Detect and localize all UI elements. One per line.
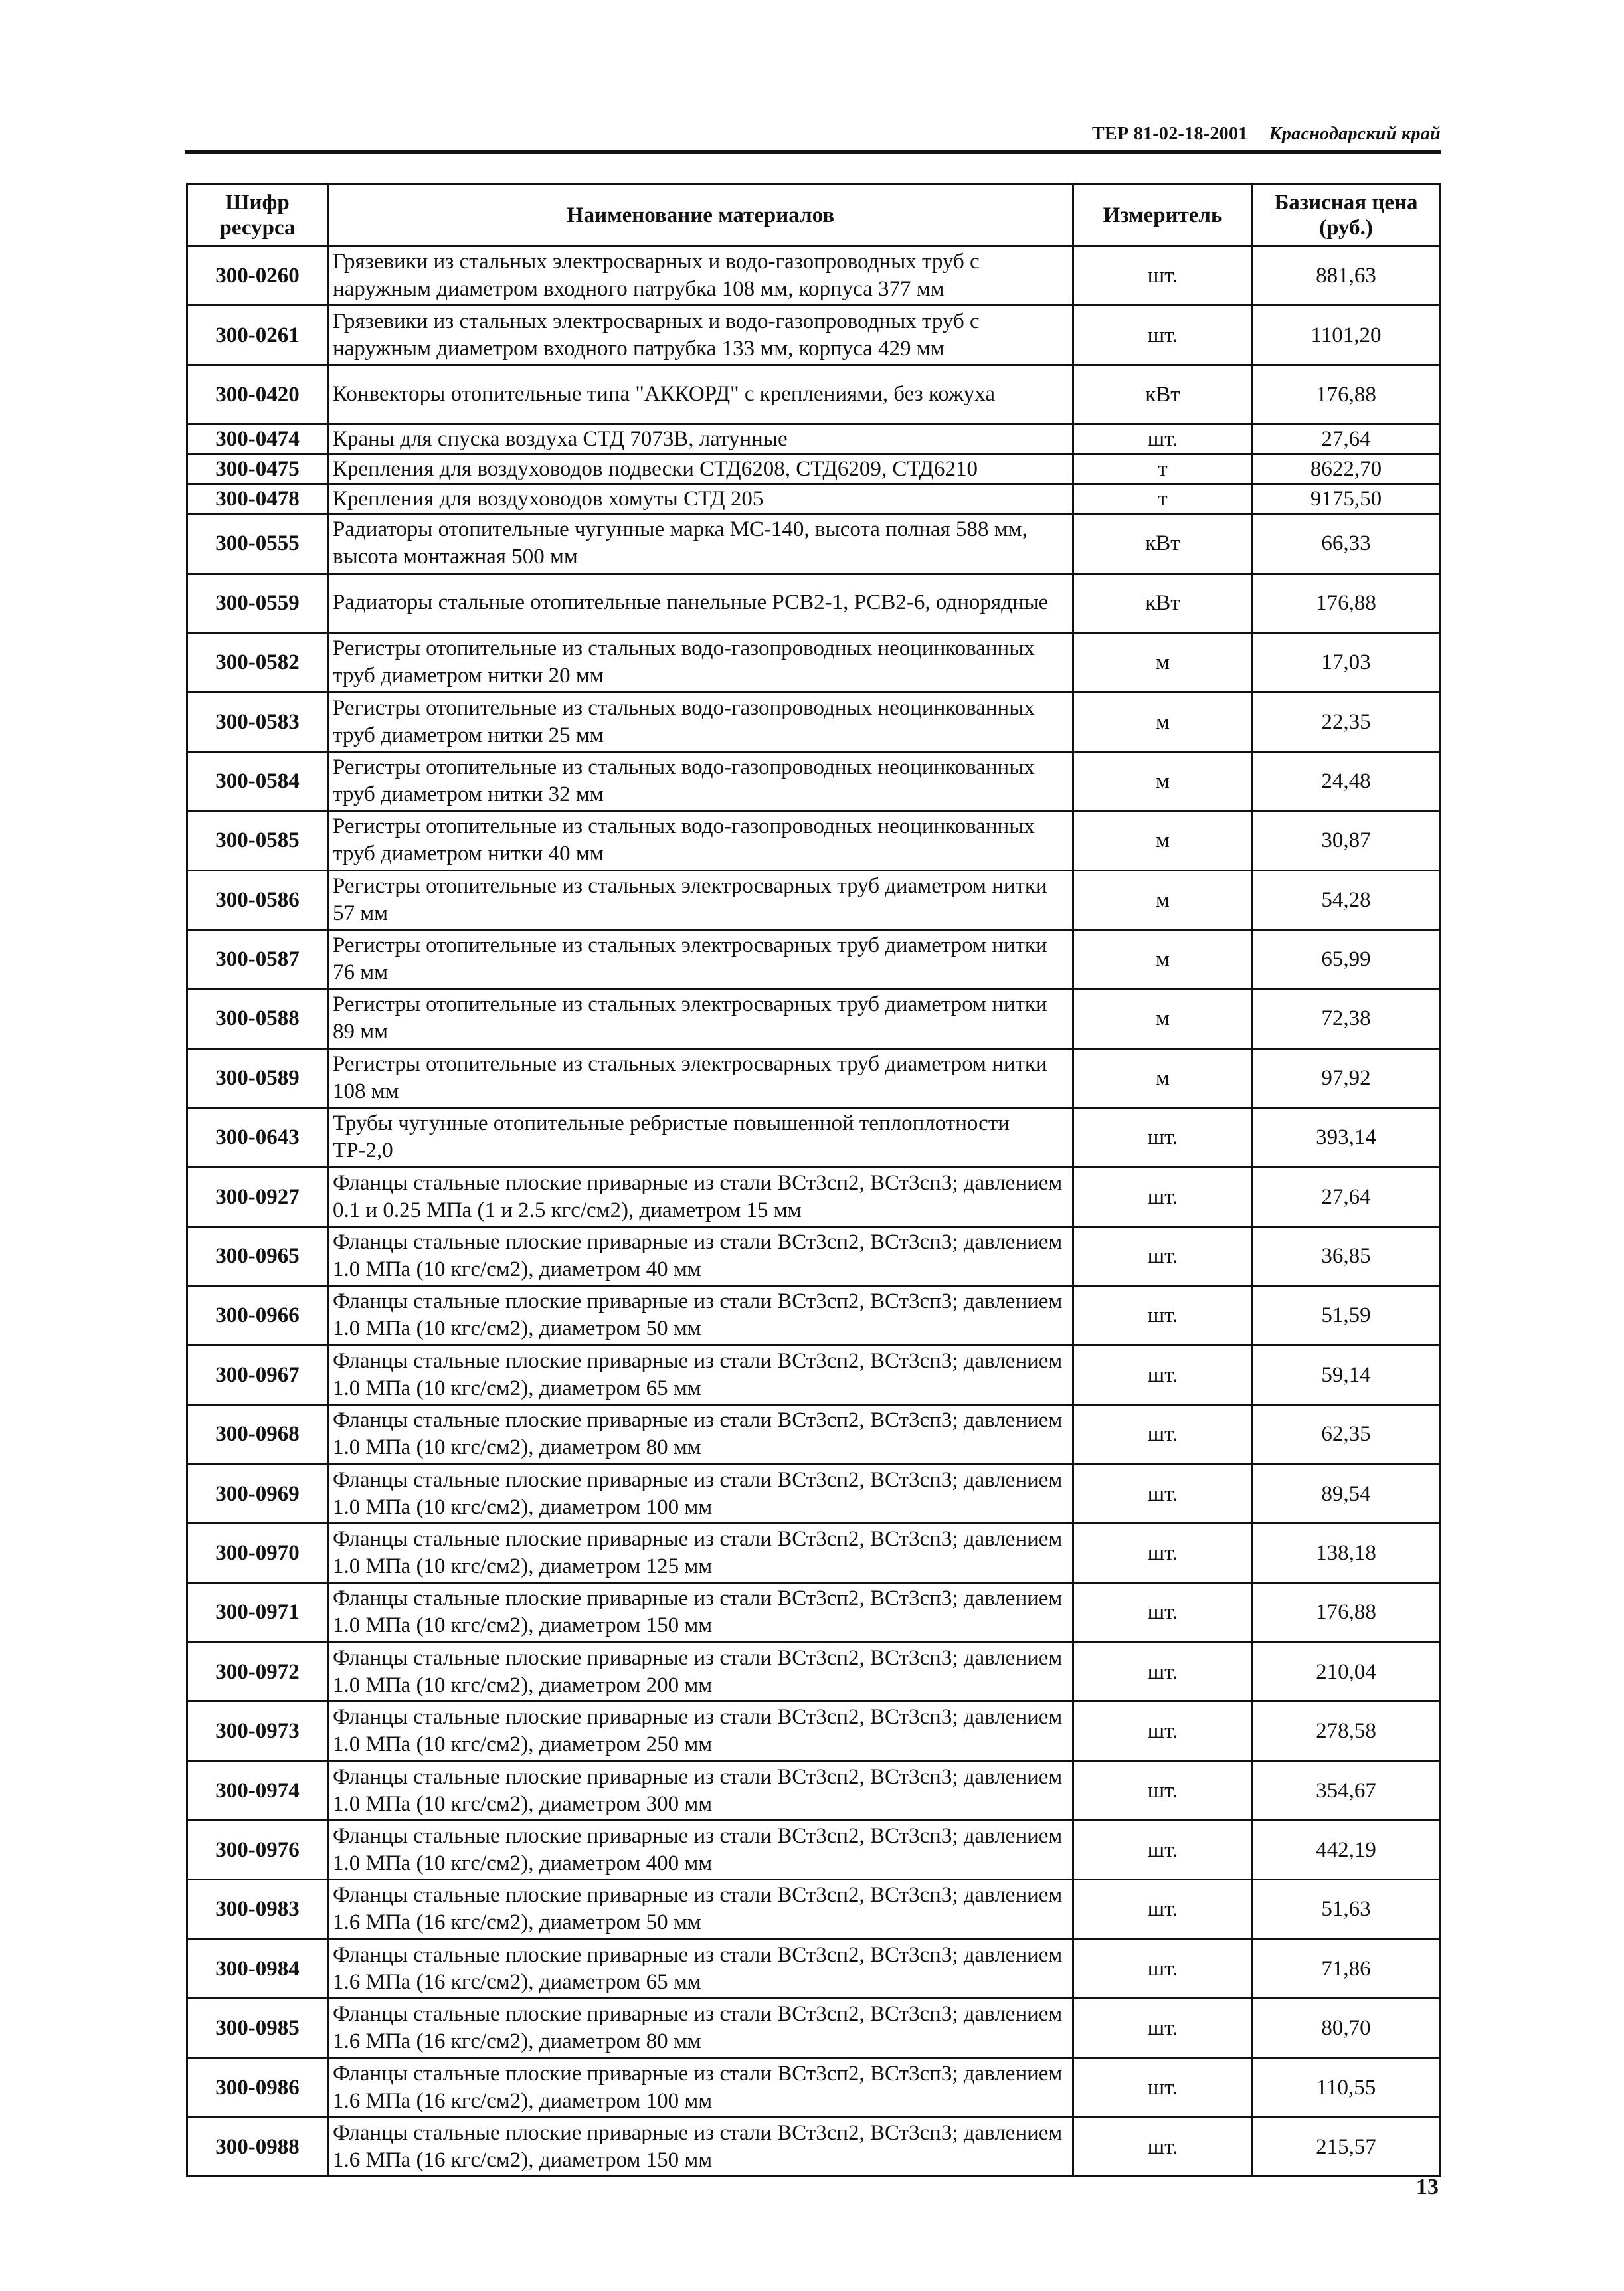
unit: м — [1073, 929, 1253, 988]
material-name: Радиаторы стальные отопительные панельные РСВ2-1, РСВ2-6, однорядные — [328, 573, 1073, 632]
unit: шт. — [1073, 1345, 1253, 1404]
resource-code: 300-0555 — [187, 514, 328, 573]
resource-code: 300-0559 — [187, 573, 328, 632]
table-row — [187, 1701, 1440, 1760]
unit: м — [1073, 751, 1253, 810]
material-name: Фланцы стальные плоские приварные из стали ВСт3сп2, ВСт3сп3; давлением 1.0 МПа (10 кгс/см2), диаметром 300 мм — [328, 1761, 1073, 1820]
table-row — [187, 484, 1440, 514]
base-price: 97,92 — [1253, 1048, 1440, 1107]
unit: м — [1073, 870, 1253, 929]
base-price: 27,64 — [1253, 1167, 1440, 1226]
material-name: Регистры отопительные из стальных электросварных труб диаметром нитки 57 мм — [328, 870, 1073, 929]
resource-code: 300-0584 — [187, 751, 328, 810]
base-price: 36,85 — [1253, 1226, 1440, 1285]
base-price: 66,33 — [1253, 514, 1440, 573]
material-name: Фланцы стальные плоские приварные из стали ВСт3сп2, ВСт3сп3; давлением 1.0 МПа (10 кгс/см2), диаметром 100 мм — [328, 1464, 1073, 1523]
table-row — [187, 1761, 1440, 1820]
resource-code: 300-0967 — [187, 1345, 328, 1404]
table-row — [187, 1880, 1440, 1939]
unit: шт. — [1073, 1405, 1253, 1464]
table-header-row — [187, 185, 1440, 246]
table-row — [187, 514, 1440, 573]
base-price: 278,58 — [1253, 1701, 1440, 1760]
base-price: 24,48 — [1253, 751, 1440, 810]
base-price: 354,67 — [1253, 1761, 1440, 1820]
table-row — [187, 1464, 1440, 1523]
unit: шт. — [1073, 1286, 1253, 1345]
resource-code: 300-0969 — [187, 1464, 328, 1523]
base-price: 89,54 — [1253, 1464, 1440, 1523]
table-row — [187, 929, 1440, 988]
resource-code: 300-0588 — [187, 989, 328, 1048]
resource-code: 300-0643 — [187, 1108, 328, 1167]
resource-code: 300-0972 — [187, 1642, 328, 1701]
base-price: 65,99 — [1253, 929, 1440, 988]
material-name: Регистры отопительные из стальных водо-газопроводных неоцинкованных труб диаметром нитки 32 мм — [328, 751, 1073, 810]
resource-code: 300-0974 — [187, 1761, 328, 1820]
unit: шт. — [1073, 2117, 1253, 2176]
table-row — [187, 424, 1440, 454]
material-name: Регистры отопительные из стальных водо-газопроводных неоцинкованных труб диаметром нитки 40 мм — [328, 811, 1073, 870]
header-rule — [185, 150, 1441, 154]
resource-code: 300-0966 — [187, 1286, 328, 1345]
material-name: Крепления для воздуховодов хомуты СТД 205 — [328, 484, 1073, 514]
material-name: Фланцы стальные плоские приварные из стали ВСт3сп2, ВСт3сп3; давлением 0.1 и 0.25 МПа (1 и 2.5 кгс/см2), диаметром 15 мм — [328, 1167, 1073, 1226]
material-name: Фланцы стальные плоские приварные из стали ВСт3сп2, ВСт3сп3; давлением 1.0 МПа (10 кгс/см2), диаметром 40 мм — [328, 1226, 1073, 1285]
resource-code: 300-0474 — [187, 424, 328, 454]
resource-code: 300-0968 — [187, 1405, 328, 1464]
material-name: Трубы чугунные отопительные ребристые повышенной теплоплотности ТР-2,0 — [328, 1108, 1073, 1167]
base-price: 72,38 — [1253, 989, 1440, 1048]
material-name: Фланцы стальные плоские приварные из стали ВСт3сп2, ВСт3сп3; давлением 1.6 МПа (16 кгс/см2), диаметром 65 мм — [328, 1939, 1073, 1998]
page-number: 13 — [1416, 2175, 1439, 2199]
table-row — [187, 1583, 1440, 1642]
table-row — [187, 1820, 1440, 1879]
unit: кВт — [1073, 573, 1253, 632]
resource-code: 300-0583 — [187, 692, 328, 751]
column-header-name: Наименование материалов — [328, 185, 1073, 246]
material-name: Регистры отопительные из стальных электросварных труб диаметром нитки 108 мм — [328, 1048, 1073, 1107]
resource-code: 300-0976 — [187, 1820, 328, 1879]
material-name: Фланцы стальные плоские приварные из стали ВСт3сп2, ВСт3сп3; давлением 1.0 МПа (10 кгс/см2), диаметром 125 мм — [328, 1523, 1073, 1582]
material-name: Фланцы стальные плоские приварные из стали ВСт3сп2, ВСт3сп3; давлением 1.0 МПа (10 кгс/см2), диаметром 80 мм — [328, 1405, 1073, 1464]
unit: шт. — [1073, 1820, 1253, 1879]
unit: шт. — [1073, 1642, 1253, 1701]
price-table — [186, 183, 1441, 2177]
resource-code: 300-0261 — [187, 306, 328, 365]
material-name: Фланцы стальные плоские приварные из стали ВСт3сп2, ВСт3сп3; давлением 1.6 МПа (16 кгс/см2), диаметром 100 мм — [328, 2058, 1073, 2117]
table-row — [187, 1405, 1440, 1464]
unit: м — [1073, 692, 1253, 751]
base-price: 51,59 — [1253, 1286, 1440, 1345]
resource-code: 300-0585 — [187, 811, 328, 870]
material-name: Фланцы стальные плоские приварные из стали ВСт3сп2, ВСт3сп3; давлением 1.0 МПа (10 кгс/см2), диаметром 200 мм — [328, 1642, 1073, 1701]
table-row — [187, 692, 1440, 751]
table-row — [187, 1226, 1440, 1285]
base-price: 881,63 — [1253, 246, 1440, 306]
unit: м — [1073, 989, 1253, 1048]
table-row — [187, 2117, 1440, 2176]
unit: шт. — [1073, 246, 1253, 306]
base-price: 80,70 — [1253, 1998, 1440, 2057]
material-name: Фланцы стальные плоские приварные из стали ВСт3сп2, ВСт3сп3; давлением 1.6 МПа (16 кгс/см2), диаметром 80 мм — [328, 1998, 1073, 2057]
unit: шт. — [1073, 1108, 1253, 1167]
unit: м — [1073, 1048, 1253, 1107]
table-row — [187, 870, 1440, 929]
table-row — [187, 1167, 1440, 1226]
base-price: 54,28 — [1253, 870, 1440, 929]
base-price: 138,18 — [1253, 1523, 1440, 1582]
resource-code: 300-0927 — [187, 1167, 328, 1226]
resource-code: 300-0420 — [187, 365, 328, 424]
unit: шт. — [1073, 2058, 1253, 2117]
base-price: 27,64 — [1253, 424, 1440, 454]
base-price: 62,35 — [1253, 1405, 1440, 1464]
resource-code: 300-0582 — [187, 632, 328, 691]
base-price: 9175,50 — [1253, 484, 1440, 514]
base-price: 51,63 — [1253, 1880, 1440, 1939]
base-price: 71,86 — [1253, 1939, 1440, 1998]
base-price: 59,14 — [1253, 1345, 1440, 1404]
base-price: 17,03 — [1253, 632, 1440, 691]
base-price: 176,88 — [1253, 365, 1440, 424]
table-row — [187, 1642, 1440, 1701]
resource-code: 300-0587 — [187, 929, 328, 988]
base-price: 1101,20 — [1253, 306, 1440, 365]
base-price: 215,57 — [1253, 2117, 1440, 2176]
base-price: 176,88 — [1253, 573, 1440, 632]
material-name: Фланцы стальные плоские приварные из стали ВСт3сп2, ВСт3сп3; давлением 1.0 МПа (10 кгс/см2), диаметром 65 мм — [328, 1345, 1073, 1404]
column-header-unit: Измеритель — [1073, 185, 1253, 246]
resource-code: 300-0988 — [187, 2117, 328, 2176]
material-name: Радиаторы отопительные чугунные марка МС-140, высота полная 588 мм, высота монтажная 500 мм — [328, 514, 1073, 573]
table-row — [187, 1286, 1440, 1345]
resource-code: 300-0965 — [187, 1226, 328, 1285]
unit: кВт — [1073, 365, 1253, 424]
table-row — [187, 306, 1440, 365]
material-name: Грязевики из стальных электросварных и водо-газопроводных труб с наружным диаметром входного патрубка 133 мм, корпуса 429 мм — [328, 306, 1073, 365]
material-name: Крепления для воздуховодов подвески СТД6208, СТД6209, СТД6210 — [328, 454, 1073, 484]
table-row — [187, 2058, 1440, 2117]
document-code: ТЕР 81-02-18-2001 — [1092, 124, 1248, 144]
unit: шт. — [1073, 1939, 1253, 1998]
material-name: Регистры отопительные из стальных водо-газопроводных неоцинкованных труб диаметром нитки 25 мм — [328, 692, 1073, 751]
unit: шт. — [1073, 424, 1253, 454]
unit: т — [1073, 454, 1253, 484]
material-name: Регистры отопительные из стальных электросварных труб диаметром нитки 89 мм — [328, 989, 1073, 1048]
resource-code: 300-0973 — [187, 1701, 328, 1760]
material-name: Фланцы стальные плоские приварные из стали ВСт3сп2, ВСт3сп3; давлением 1.6 МПа (16 кгс/см2), диаметром 150 мм — [328, 2117, 1073, 2176]
table-row — [187, 989, 1440, 1048]
unit: т — [1073, 484, 1253, 514]
base-price: 210,04 — [1253, 1642, 1440, 1701]
resource-code: 300-0260 — [187, 246, 328, 306]
material-name: Фланцы стальные плоские приварные из стали ВСт3сп2, ВСт3сп3; давлением 1.6 МПа (16 кгс/см2), диаметром 50 мм — [328, 1880, 1073, 1939]
column-header-code: Шифр ресурса — [187, 185, 328, 246]
table-row — [187, 573, 1440, 632]
table-row — [187, 1108, 1440, 1167]
material-name: Регистры отопительные из стальных электросварных труб диаметром нитки 76 мм — [328, 929, 1073, 988]
table-row — [187, 1998, 1440, 2057]
unit: шт. — [1073, 306, 1253, 365]
material-name: Грязевики из стальных электросварных и водо-газопроводных труб с наружным диаметром входного патрубка 108 мм, корпуса 377 мм — [328, 246, 1073, 306]
table-row — [187, 751, 1440, 810]
resource-code: 300-0984 — [187, 1939, 328, 1998]
resource-code: 300-0478 — [187, 484, 328, 514]
base-price: 442,19 — [1253, 1820, 1440, 1879]
base-price: 30,87 — [1253, 811, 1440, 870]
unit: шт. — [1073, 1880, 1253, 1939]
table-row — [187, 811, 1440, 870]
table-row — [187, 246, 1440, 306]
resource-code: 300-0986 — [187, 2058, 328, 2117]
material-name: Конвекторы отопительные типа "АККОРД" с креплениями, без кожуха — [328, 365, 1073, 424]
base-price: 176,88 — [1253, 1583, 1440, 1642]
unit: шт. — [1073, 1583, 1253, 1642]
table-body — [187, 246, 1440, 2177]
resource-code: 300-0586 — [187, 870, 328, 929]
resource-code: 300-0971 — [187, 1583, 328, 1642]
region-name: Краснодарский край — [1269, 124, 1441, 144]
table-row — [187, 1523, 1440, 1582]
unit: шт. — [1073, 1998, 1253, 2057]
resource-code: 300-0983 — [187, 1880, 328, 1939]
resource-code: 300-0970 — [187, 1523, 328, 1582]
table-row — [187, 1939, 1440, 1998]
unit: м — [1073, 632, 1253, 691]
column-header-price: Базисная цена (руб.) — [1253, 185, 1440, 246]
table-row — [187, 632, 1440, 691]
unit: шт. — [1073, 1226, 1253, 1285]
resource-code: 300-0475 — [187, 454, 328, 484]
unit: шт. — [1073, 1464, 1253, 1523]
base-price: 22,35 — [1253, 692, 1440, 751]
unit: шт. — [1073, 1761, 1253, 1820]
page-header — [185, 118, 1441, 150]
material-name: Фланцы стальные плоские приварные из стали ВСт3сп2, ВСт3сп3; давлением 1.0 МПа (10 кгс/см2), диаметром 250 мм — [328, 1701, 1073, 1760]
material-name: Фланцы стальные плоские приварные из стали ВСт3сп2, ВСт3сп3; давлением 1.0 МПа (10 кгс/см2), диаметром 50 мм — [328, 1286, 1073, 1345]
unit: кВт — [1073, 514, 1253, 573]
table-row — [187, 1048, 1440, 1107]
resource-code: 300-0589 — [187, 1048, 328, 1107]
unit: шт. — [1073, 1701, 1253, 1760]
unit: шт. — [1073, 1523, 1253, 1582]
table-row — [187, 1345, 1440, 1404]
material-name: Фланцы стальные плоские приварные из стали ВСт3сп2, ВСт3сп3; давлением 1.0 МПа (10 кгс/см2), диаметром 150 мм — [328, 1583, 1073, 1642]
unit: м — [1073, 811, 1253, 870]
material-name: Регистры отопительные из стальных водо-газопроводных неоцинкованных труб диаметром нитки 20 мм — [328, 632, 1073, 691]
resource-code: 300-0985 — [187, 1998, 328, 2057]
table-row — [187, 454, 1440, 484]
base-price: 8622,70 — [1253, 454, 1440, 484]
material-name: Краны для спуска воздуха СТД 7073В, латунные — [328, 424, 1073, 454]
base-price: 393,14 — [1253, 1108, 1440, 1167]
table-row — [187, 365, 1440, 424]
unit: шт. — [1073, 1167, 1253, 1226]
base-price: 110,55 — [1253, 2058, 1440, 2117]
material-name: Фланцы стальные плоские приварные из стали ВСт3сп2, ВСт3сп3; давлением 1.0 МПа (10 кгс/см2), диаметром 400 мм — [328, 1820, 1073, 1879]
